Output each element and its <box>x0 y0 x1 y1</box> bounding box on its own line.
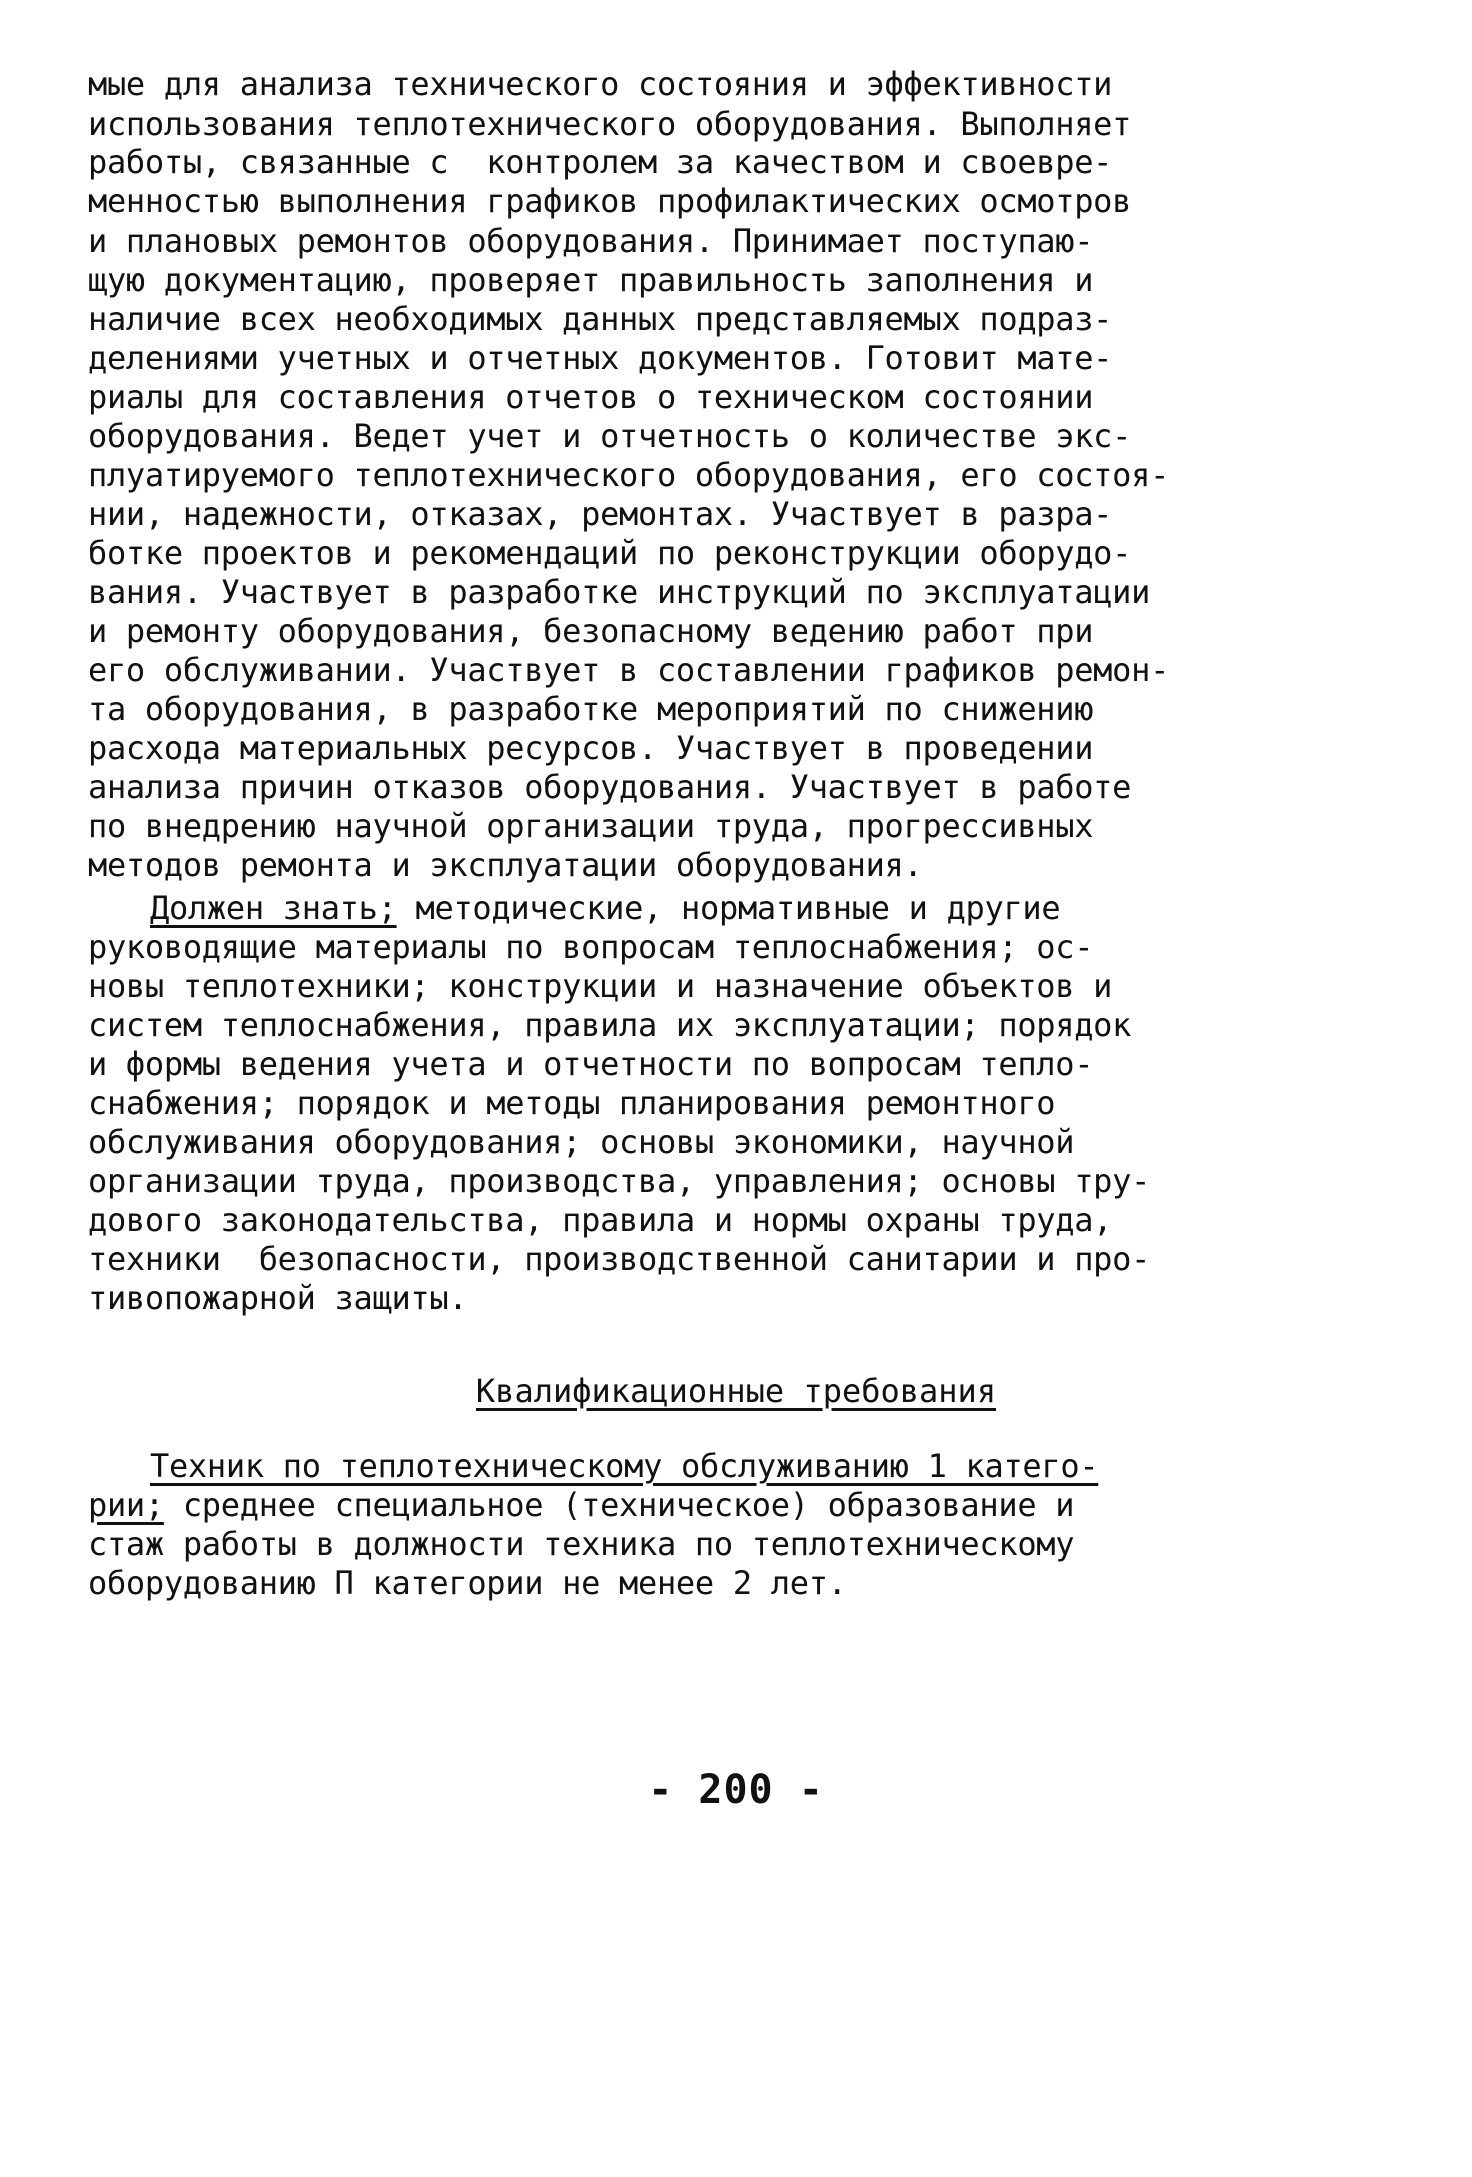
text-line: обслуживания оборудования; основы экономики, научной <box>88 1123 1075 1161</box>
text-line: его обслуживании. Участвует в составлении графиков ремон- <box>88 651 1170 689</box>
must-know-first-line: методические, нормативные и другие <box>396 889 1061 927</box>
text-line: щую документацию, проверяет правильность заполнения и <box>88 261 1094 299</box>
page-number: - 200 - <box>648 1767 824 1813</box>
text-line: и ремонту оборудования, безопасному ведению работ при <box>88 612 1094 650</box>
text-line: вания. Участвует в разработке инструкций по эксплуатации <box>88 573 1151 611</box>
text-line: тивопожарной защиты. <box>88 1279 468 1317</box>
qualification-label-end: рии; <box>88 1486 164 1524</box>
text-line: новы теплотехники; конструкции и назначение объектов и <box>88 967 1113 1005</box>
must-know-label: Должен знать; <box>150 889 397 927</box>
text-line: риалы для составления отчетов о техническом состоянии <box>88 378 1094 416</box>
text-line: анализа причин отказов оборудования. Участвует в работе <box>88 768 1132 806</box>
text-line: техники безопасности, производственной санитарии и про- <box>88 1240 1151 1278</box>
text-line: методов ремонта и эксплуатации оборудования. <box>88 846 923 884</box>
text-line: дового законодательства, правила и нормы охраны труда, <box>88 1201 1113 1239</box>
text-line: стаж работы в должности техника по теплотехническому <box>88 1525 1075 1563</box>
text-line: использования теплотехнического оборудования. Выполняет <box>88 105 1132 143</box>
text-line: снабжения; порядок и методы планирования ремонтного <box>88 1084 1056 1122</box>
qualification-label-line: Техник по теплотехническому обслуживанию 1 катего- <box>150 1447 1099 1485</box>
text-line: мые для анализа технического состояния и эффективности <box>88 65 1113 103</box>
text-line: и плановых ремонтов оборудования. Принимает поступаю- <box>88 222 1094 260</box>
text-line: организации труда, производства, управления; основы тру- <box>88 1162 1151 1200</box>
text-line: плуатируемого теплотехнического оборудования, его состоя- <box>88 456 1170 494</box>
text-line: менностью выполнения графиков профилактических осмотров <box>88 182 1132 220</box>
text-line: ботке проектов и рекомендаций по реконструкции оборудо- <box>88 534 1132 572</box>
text-line: по внедрению научной организации труда, прогрессивных <box>88 807 1094 845</box>
qualification-line-rest: среднее специальное (техническое) образование и <box>163 1486 1075 1524</box>
section-heading: Квалификационные требования <box>475 1372 997 1410</box>
text-line: нии, надежности, отказах, ремонтах. Участвует в разра- <box>88 495 1113 533</box>
text-line: та оборудования, в разработке мероприятий по снижению <box>88 690 1094 728</box>
text-line: оборудования. Ведет учет и отчетность о количестве экс- <box>88 417 1132 455</box>
text-line: систем теплоснабжения, правила их эксплуатации; порядок <box>88 1006 1132 1044</box>
text-line: руководящие материалы по вопросам теплоснабжения; ос- <box>88 928 1094 966</box>
text-line: расхода материальных ресурсов. Участвует в проведении <box>88 729 1094 767</box>
text-line: и формы ведения учета и отчетности по вопросам тепло- <box>88 1045 1094 1083</box>
text-line: работы, связанные с контролем за качеством и своевре- <box>88 143 1113 181</box>
text-line <box>150 888 1060 928</box>
text-line: оборудованию П категории не менее 2 лет. <box>88 1564 847 1602</box>
text-line: делениями учетных и отчетных документов. Готовит мате- <box>88 339 1113 377</box>
text-line <box>88 1485 1074 1525</box>
text-line: наличие всех необходимых данных представляемых подраз- <box>88 300 1113 338</box>
